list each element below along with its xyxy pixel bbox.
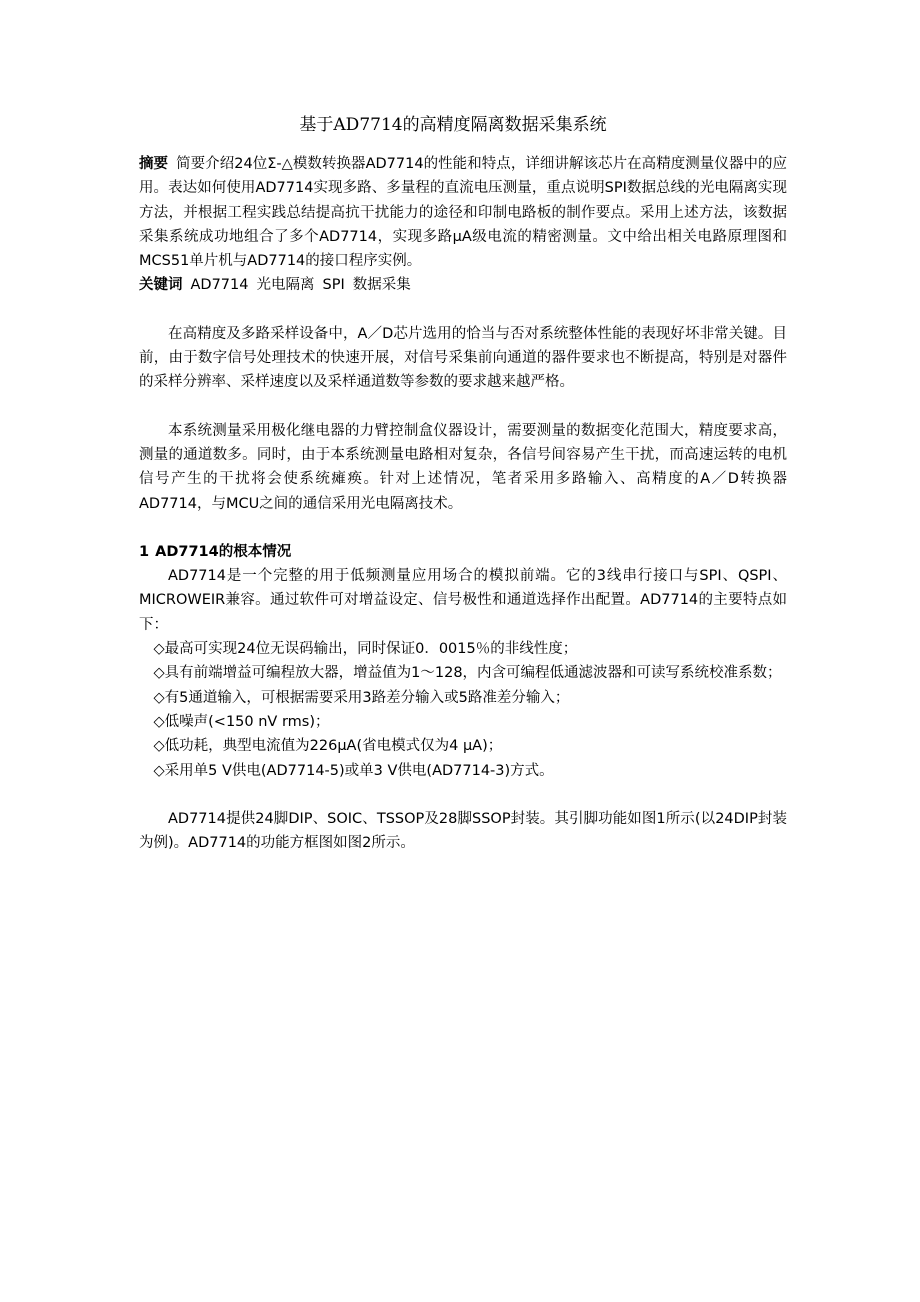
document-page bbox=[139, 108, 787, 855]
abstract-text: 简要介绍24位Σ-△模数转换器AD7714的性能和特点，详细讲解该芯片在高精度测量仪器中的应用。表达如何使用AD7714实现多路、多量程的直流电压测量，重点说明SPI数据总线的光电隔离实现方法，并根据工程实践总结提高抗干扰能力的途径和印制电路板的制作要点。采用上述方法，该数据采集系统成功地组合了多个AD7714，实现多路μA级电流的精密测量。文中给出相关电路原理图和MCS51单片机与AD7714的接口程序实例。 bbox=[139, 156, 787, 270]
keyword-item: AD7714 bbox=[190, 277, 249, 294]
abstract-label: 摘要 bbox=[139, 156, 169, 172]
section-number: 1 bbox=[139, 543, 150, 560]
keywords bbox=[139, 273, 787, 297]
feature-item: ◇最高可实现24位无误码输出，同时保证0．0015％的非线性度； bbox=[153, 641, 578, 658]
feature-item: ◇低功耗，典型电流值为226μA(省电模式仅为4 μA)； bbox=[153, 738, 503, 755]
keywords-label: 关键词 bbox=[139, 277, 183, 294]
keyword-item: SPI bbox=[322, 277, 345, 294]
intro-paragraph-1: 在高精度及多路采样设备中，A／D芯片选用的恰当与否对系统整体性能的表现好坏非常关键。目前，由于数字信号处理技术的快速开展，对信号采集前向通道的器件要求也不断提高，特别是对器件的采样分辨率、采样速度以及采样通道数等参数的要求越来越严格。 bbox=[139, 325, 787, 391]
feature-item: ◇具有前端增益可编程放大器，增益值为1～128，内含可编程低通滤波器和可读写系统校准系数； bbox=[153, 665, 782, 682]
feature-item: ◇低噪声(<150 nV rms)； bbox=[153, 713, 330, 730]
spacer bbox=[139, 783, 787, 807]
abstract bbox=[139, 152, 787, 273]
spacer bbox=[139, 516, 787, 540]
spacer bbox=[139, 298, 787, 322]
document-title: 基于AD7714的高精度隔离数据采集系统 bbox=[299, 115, 607, 135]
feature-item: ◇采用单5 V供电(AD7714-5)或单3 V供电(AD7714-3)方式。 bbox=[153, 762, 554, 779]
section-intro: AD7714是一个完整的用于低频测量应用场合的模拟前端。它的3线串行接口与SPI、QSPI、MICROWEIR兼容。通过软件可对增益设定、信号极性和通道选择作出配置。AD7714的主要特点如下： bbox=[139, 568, 787, 633]
keyword-item: 光电隔离 bbox=[256, 277, 315, 294]
section-heading bbox=[139, 540, 787, 564]
section-closing: AD7714提供24脚DIP、SOIC、TSSOP及28脚SSOP封装。其引脚功能如图1所示(以24DIP封装为例)。AD7714的功能方框图如图2所示。 bbox=[139, 810, 787, 852]
section-title: AD7714的根本情况 bbox=[155, 543, 292, 560]
spacer bbox=[139, 395, 787, 419]
feature-item: ◇有5通道输入，可根据需要采用3路差分输入或5路准差分输入； bbox=[153, 689, 570, 706]
intro-paragraph-2: 本系统测量采用极化继电器的力臂控制盒仪器设计，需要测量的数据变化范围大，精度要求高，测量的通道数多。同时，由于本系统测量电路相对复杂，各信号间容易产生干扰，而高速运转的电机信号产生的干扰将会使系统瘫痪。针对上述情况，笔者采用多路输入、高精度的A／D转换器AD7714，与MCU之间的通信采用光电隔离技术。 bbox=[139, 422, 787, 512]
keyword-item: 数据采集 bbox=[352, 277, 411, 294]
